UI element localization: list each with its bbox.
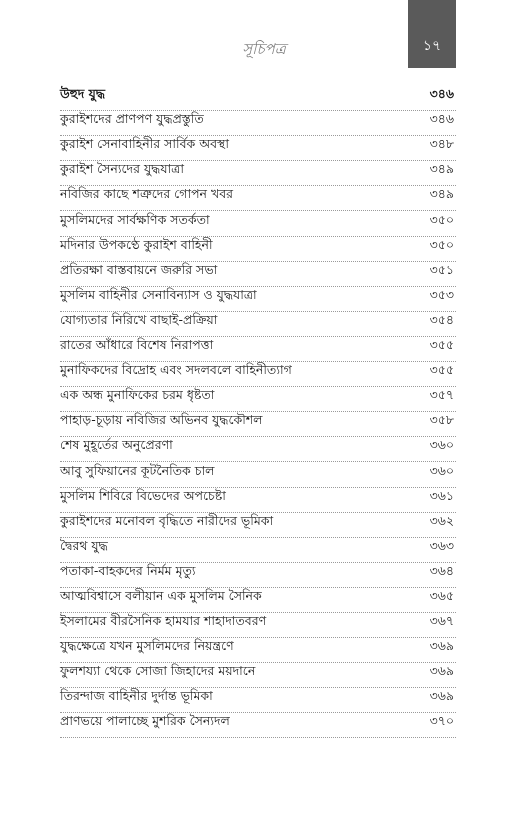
toc-entry-title: প্রতিরক্ষা বাস্তবায়নে জরুরি সভা bbox=[60, 261, 218, 277]
toc-entry[interactable] bbox=[60, 237, 456, 262]
toc-entry-page: ৩৫৩ bbox=[429, 286, 454, 302]
toc-entry-title: কুরাইশদের মনোবল বৃদ্ধিতে নারীদের ভূমিকা bbox=[60, 512, 274, 528]
toc-entry-page: ৩৬৫ bbox=[429, 587, 454, 603]
toc-entry[interactable] bbox=[60, 161, 456, 186]
toc-entry[interactable] bbox=[60, 563, 456, 588]
toc-entry-page: ৩৬৯ bbox=[429, 688, 454, 704]
toc-entry-title: কুরাইশ সৈন্যদের যুদ্ধযাত্রা bbox=[60, 161, 184, 177]
toc-entry-page: ৩৪৯ bbox=[429, 186, 454, 202]
toc-entry-title: যুদ্ধক্ষেত্রে যখন মুসলিমদের নিয়ন্ত্রণে bbox=[60, 638, 234, 654]
toc-entry-page: ৩৫৫ bbox=[429, 337, 454, 353]
toc-entry-page: ৩৬১ bbox=[429, 487, 454, 503]
table-of-contents bbox=[60, 86, 456, 738]
toc-entry-page: ৩৬০ bbox=[429, 437, 454, 453]
toc-entry-title: তিরন্দাজ বাহিনীর দুর্দান্ত ভূমিকা bbox=[60, 688, 213, 704]
toc-entry-title: মুনাফিকদের বিদ্রোহ এবং সদলবলে বাহিনীত্যাগ bbox=[60, 362, 292, 378]
toc-entry-title: মদিনার উপকণ্ঠে কুরাইশ বাহিনী bbox=[60, 236, 213, 252]
toc-entry-page: ৩৬৯ bbox=[429, 663, 454, 679]
toc-entry[interactable] bbox=[60, 337, 456, 362]
toc-entry[interactable] bbox=[60, 136, 456, 161]
toc-entry-page: ৩৪৬ bbox=[429, 111, 454, 127]
toc-entry[interactable] bbox=[60, 437, 456, 462]
toc-entry-title: পাহাড়-চূড়ায় নবিজির অভিনব যুদ্ধকৌশল bbox=[60, 412, 263, 428]
toc-entry[interactable] bbox=[60, 111, 456, 136]
toc-entry-title: প্রাণভয়ে পালাচ্ছে মুশরিক সৈন্যদল bbox=[60, 713, 230, 729]
toc-entry[interactable] bbox=[60, 713, 456, 738]
toc-entry-title: যোগ্যতার নিরিখে বাছাই-প্রক্রিয়া bbox=[60, 311, 218, 327]
toc-entry[interactable] bbox=[60, 488, 456, 513]
toc-entry-page: ৩৪৯ bbox=[429, 161, 454, 177]
running-header-title: সূচিপত্র bbox=[242, 40, 286, 58]
toc-entry-title: শেষ মুহূর্তের অনুপ্রেরণা bbox=[60, 437, 173, 453]
toc-entry[interactable] bbox=[60, 638, 456, 663]
toc-entry[interactable] bbox=[60, 186, 456, 211]
toc-entry-page: ৩৬৭ bbox=[429, 613, 454, 629]
toc-entry-title: কুরাইশদের প্রাণপণ যুদ্ধপ্রস্তুতি bbox=[60, 111, 204, 127]
toc-entry-page: ৩৬২ bbox=[429, 512, 454, 528]
toc-entry-page: ৩৪৮ bbox=[429, 136, 454, 152]
toc-entry-title: ফুলশয্যা থেকে সোজা জিহাদের ময়দানে bbox=[60, 663, 256, 679]
toc-entry-page: ৩৫৫ bbox=[429, 362, 454, 378]
toc-entry[interactable] bbox=[60, 462, 456, 487]
toc-entry-title: মুসলিম শিবিরে বিভেদের অপচেষ্টা bbox=[60, 487, 226, 503]
toc-entry-title: এক অন্ধ মুনাফিকের চরম ধৃষ্টতা bbox=[60, 387, 215, 403]
toc-entry[interactable] bbox=[60, 513, 456, 538]
toc-entry-page: ৩৬৯ bbox=[429, 638, 454, 654]
toc-entry-title: রাতের আঁধারে বিশেষ নিরাপত্তা bbox=[60, 337, 214, 353]
toc-entry[interactable] bbox=[60, 688, 456, 713]
toc-entry-page: ৩৫০ bbox=[429, 211, 454, 227]
toc-entry-title: আত্মবিশ্বাসে বলীয়ান এক মুসলিম সৈনিক bbox=[60, 587, 262, 603]
toc-entry[interactable] bbox=[60, 262, 456, 287]
toc-entry-page: ৩৭০ bbox=[429, 713, 454, 729]
toc-entry[interactable] bbox=[60, 211, 456, 236]
toc-entry-title: আবু সুফিয়ানের কূটনৈতিক চাল bbox=[60, 462, 215, 478]
toc-entry[interactable] bbox=[60, 412, 456, 437]
toc-entry-title: নবিজির কাছে শত্রুদের গোপন খবর bbox=[60, 186, 234, 202]
toc-entry-page: ৩৫৭ bbox=[429, 387, 454, 403]
toc-entry[interactable] bbox=[60, 287, 456, 312]
toc-entry-page: ৩৫০ bbox=[429, 236, 454, 252]
toc-entry-title: দ্বৈরথ যুদ্ধ bbox=[60, 537, 108, 553]
toc-entry[interactable] bbox=[60, 86, 456, 111]
toc-entry[interactable] bbox=[60, 663, 456, 688]
toc-entry-title: উহুদ যুদ্ধ bbox=[60, 86, 106, 102]
toc-entry-page: ৩৫৮ bbox=[429, 412, 454, 428]
toc-entry[interactable] bbox=[60, 538, 456, 563]
toc-entry[interactable] bbox=[60, 588, 456, 613]
toc-entry-title: পতাকা-বাহকদের নির্মম মৃত্যু bbox=[60, 562, 196, 578]
toc-entry-title: মুসলিম বাহিনীর সেনাবিন্যাস ও যুদ্ধযাত্রা bbox=[60, 286, 257, 302]
toc-entry-title: মুসলিমদের সার্বক্ষণিক সতর্কতা bbox=[60, 211, 210, 227]
page-number-tab bbox=[408, 0, 456, 68]
toc-entry[interactable] bbox=[60, 362, 456, 387]
toc-entry-title: ইসলামের বীরসৈনিক হামযার শাহাদাতবরণ bbox=[60, 613, 267, 629]
toc-entry[interactable] bbox=[60, 312, 456, 337]
toc-entry[interactable] bbox=[60, 613, 456, 638]
toc-entry-page: ৩৫১ bbox=[429, 261, 454, 277]
toc-entry-title: কুরাইশ সেনাবাহিনীর সার্বিক অবস্থা bbox=[60, 136, 229, 152]
toc-entry-page: ৩৬৪ bbox=[429, 562, 454, 578]
toc-entry-page: ৩৫৪ bbox=[429, 311, 454, 327]
toc-entry[interactable] bbox=[60, 387, 456, 412]
toc-entry-page: ৩৬৩ bbox=[429, 537, 454, 553]
page-number: ১৭ bbox=[422, 38, 442, 54]
toc-entry-page: ৩৬০ bbox=[429, 462, 454, 478]
toc-entry-page: ৩৪৬ bbox=[429, 86, 454, 102]
